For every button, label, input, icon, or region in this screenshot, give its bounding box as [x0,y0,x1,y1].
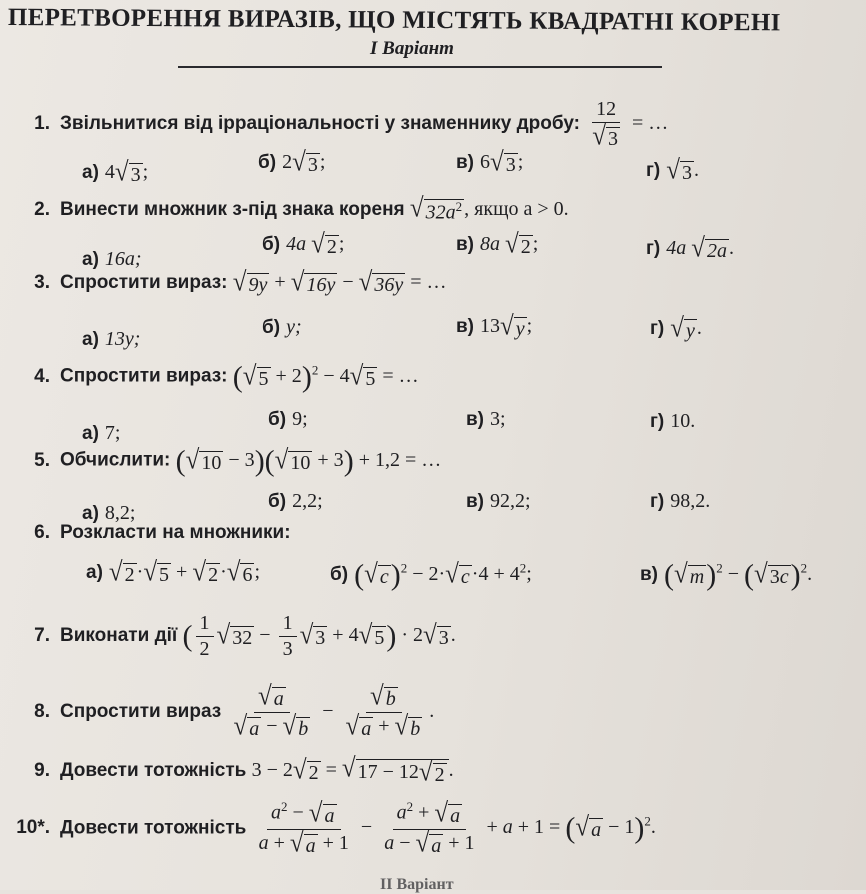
question-7: 7. Виконати дії ( $\frac{1}{2}$ √ 32 − $\frac{1}{3}$ √ 3 + 4 √ 5 ) · 2 √ 3 . [34,612,456,660]
heading-underline [178,66,662,68]
answer-2b: б) 4a √ 2 ; [262,229,345,260]
question-1: 1. Звільнитися від ірраціональності у знаменнику дробу: 12 √ 3 = … [34,98,669,152]
answer-4a: а) 7; [82,422,121,444]
next-variant-heading: II Варіант [380,876,454,893]
answer-1v: в) 6 √ 3 ; [456,147,524,178]
answer-3g: г) √ y . [650,313,702,344]
question-9: 9. Довести тотожність 3 − 2 √ 2 = √ 17 − 12 √ 2 . [34,753,454,788]
answer-3v: в) 13 √ y ; [456,311,533,342]
answer-3b: б) y; [262,316,302,338]
answer-6v: в) ( √ m )$^2$ − ( √ 3c )$^2$. [640,558,813,591]
answer-5a: а) 8,2; [82,502,136,524]
answer-1g: г) √ 3 . [646,155,699,186]
answer-5g: г) 98,2. [650,490,711,512]
question-3: 3. Спростити вираз: √ 9y + √ 16y − √ 36y = … [34,267,447,298]
variant-heading: I Варіант [370,38,454,59]
answer-3a: а) 13y; [82,328,141,350]
question-5: 5. Обчислити: ( √ 10 − 3)( √ 10 + 3) + 1,2 = … [34,444,442,477]
question-2: 2. Винести множник з-під знака кореня √ $32a^2$ , якщо a > 0. [34,193,569,224]
answer-1b: б) 2 √ 3 ; [258,147,326,178]
answer-6a: а) √ 2 · √ 5 + √ 2 · √ 6 ; [86,557,261,588]
question-6: 6. Розкласти на множники: [34,522,291,543]
answer-4g: г) 10. [650,410,696,432]
answer-5b: б) 2,2; [268,490,323,512]
answer-2g: г) 4a √ 2a . [646,233,734,264]
answer-4b: б) 9; [268,408,308,430]
question-8: 8. Спростити вираз √ a √ a − √ b − √ b √ a + √ b . [34,681,435,742]
page-title: ПЕРЕТВОРЕННЯ ВИРАЗІВ, ЩО МІСТЯТЬ КВАДРАТНІ КОРЕНІ [7,4,781,37]
answer-2v: в) 8a √ 2 ; [456,229,539,260]
answer-5v: в) 92,2; [466,490,531,512]
answer-4v: в) 3; [466,408,506,430]
answer-1a: а) 4 √ 3 ; [82,157,149,188]
answer-6b: б) ( √ c )$^2$ − 2· √ c $\cdot 4 + 4^2$; [330,558,532,591]
answer-2a: а) 16a; [82,248,142,270]
question-10: 10*. Довести тотожність $a^2$ − √ a a + √ a + 1 − $a^2$ + √ a a − √ a + 1 + a + 1 = ( √ a − 1)$^2$. [16,798,656,858]
question-4: 4. Спростити вираз: ( √ 5 + 2)$^2$ − 4 √ 5 = … [34,360,419,393]
